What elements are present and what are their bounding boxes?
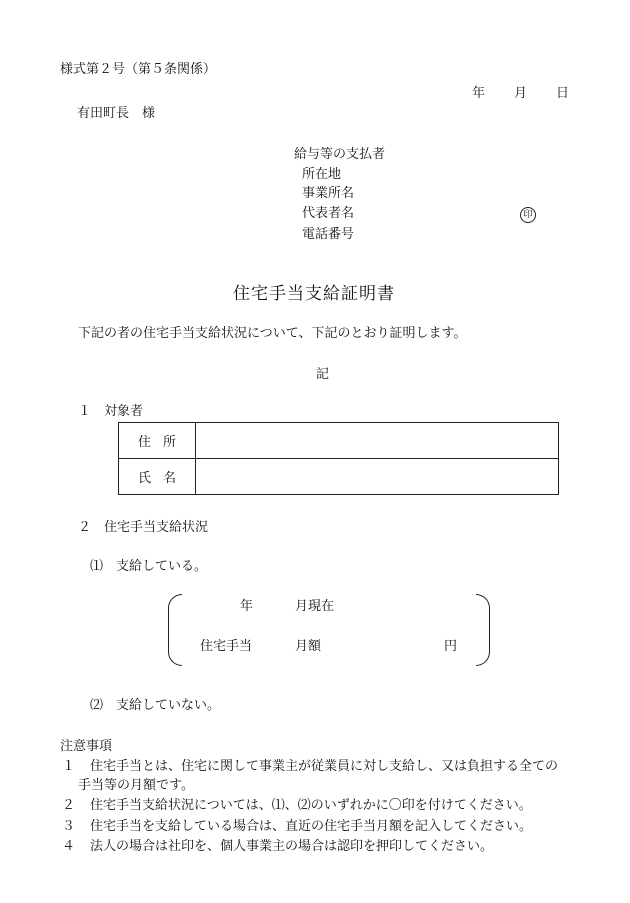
document-title: 住宅手当支給証明書	[233, 284, 395, 304]
option1-paying: ⑴ 支給している。	[90, 559, 208, 574]
payer-phone-label: 電話番号	[302, 227, 355, 242]
seal-mark-icon: 印	[520, 207, 536, 223]
payer-representative-label: 代表者名	[302, 206, 355, 221]
target-person-table	[118, 422, 559, 495]
date-day-label: 日	[556, 86, 570, 101]
note-1-text: 住宅手当とは、住宅に関して事業主が従業員に対し支給し、又は負担する全ての	[90, 759, 559, 774]
name-label: 氏名	[119, 459, 196, 495]
allowance-label: 住宅手当	[200, 639, 253, 654]
form-number: 様式第２号（第５条関係）	[60, 62, 217, 77]
yen-label: 円	[444, 639, 458, 654]
table-row	[119, 459, 559, 495]
note-1-number: １	[62, 759, 76, 774]
ki-marker: 記	[316, 367, 330, 382]
notes-heading: 注意事項	[60, 739, 113, 754]
right-bracket	[476, 594, 490, 666]
date-year-label: 年	[472, 86, 486, 101]
payer-office-label: 事業所名	[302, 186, 355, 201]
date-month-label: 月	[514, 86, 528, 101]
name-value[interactable]	[196, 459, 559, 495]
left-bracket	[168, 594, 182, 666]
note-4-text: 法人の場合は社印を、個人事業主の場合は認印を押印してください。	[90, 839, 494, 854]
section1-heading: １ 対象者	[78, 404, 144, 419]
table-row	[119, 423, 559, 459]
address-value[interactable]	[196, 423, 559, 459]
note-3-text: 住宅手当を支給している場合は、直近の住宅手当月額を記入してください。	[90, 819, 533, 834]
payer-heading: 給与等の支払者	[294, 147, 386, 162]
monthly-amount-label: 月額	[295, 639, 322, 654]
month-current-label: 月現在	[295, 599, 335, 614]
note-4-number: ４	[62, 839, 76, 854]
note-2-text: 住宅手当支給状況については、⑴、⑵のいずれかに〇印を付けてください。	[90, 798, 532, 813]
note-3-number: ３	[62, 819, 76, 834]
address-label: 住所	[119, 423, 196, 459]
year-label: 年	[240, 599, 254, 614]
payer-address-label: 所在地	[302, 167, 342, 182]
addressee: 有田町長 様	[77, 106, 156, 121]
section2-heading: ２ 住宅手当支給状況	[78, 520, 209, 535]
intro-text: 下記の者の住宅手当支給状況について、下記のとおり証明します。	[78, 326, 467, 341]
note-2-number: ２	[62, 798, 76, 813]
note-1-text-cont: 手当等の月額です。	[78, 778, 194, 793]
option2-not-paying: ⑵ 支給していない。	[90, 698, 221, 713]
